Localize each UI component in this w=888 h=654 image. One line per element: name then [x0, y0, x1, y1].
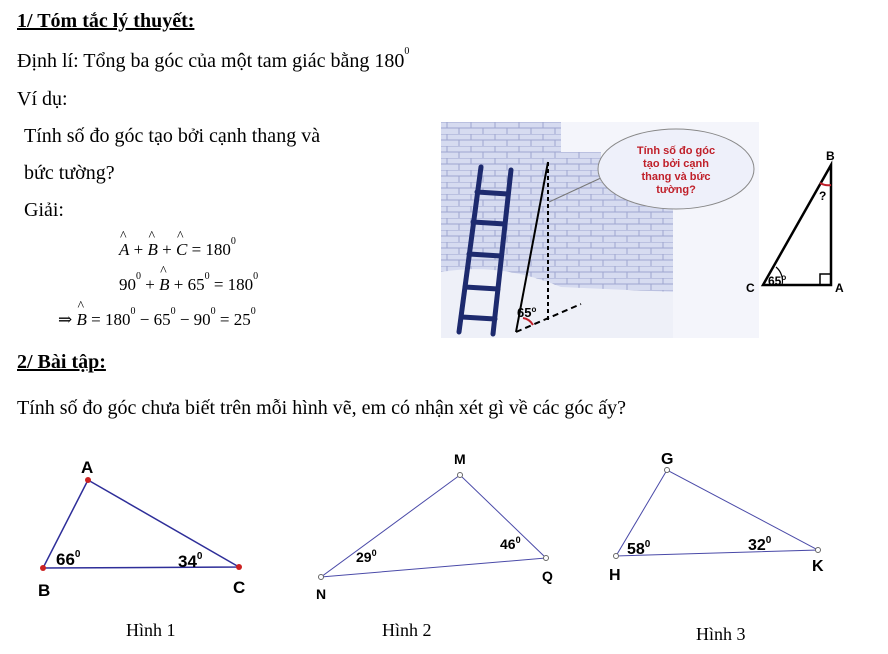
- vertex-dot: [458, 473, 463, 478]
- vertex-dot: [816, 548, 821, 553]
- equation-line-1: ^ A + ^ B + ^ $C = 180^0$: [119, 241, 236, 258]
- angle-label: $32^0$: [748, 535, 772, 554]
- vertex-dot: [85, 477, 91, 483]
- vertex-dot: [614, 554, 619, 559]
- angle-label: $66^0$: [56, 549, 81, 569]
- ladder-wall-illustration: [441, 122, 759, 338]
- vertex-label-A: A: [835, 281, 844, 295]
- vertex-label: A: [81, 458, 94, 477]
- angle-label: $34^0$: [178, 551, 203, 571]
- vertex-dot: [236, 564, 242, 570]
- right-triangle-figure: [738, 145, 858, 300]
- equation-line-2: $90^0$ + ^ $B + 65^0 = 180^0$: [119, 276, 258, 293]
- question-line-1: Tính số đo góc tạo bởi cạnh thang và: [24, 125, 321, 147]
- figure-3-caption: Hình 3: [696, 624, 746, 644]
- question-line-2: bức tường?: [24, 162, 115, 184]
- section2-heading: 2/ Bài tập:: [17, 351, 106, 373]
- angle-label: $29^0$: [356, 548, 377, 565]
- vertex-label: Q: [542, 568, 553, 584]
- vertex-label: K: [812, 558, 824, 575]
- bubble-line-4: tường?: [656, 184, 696, 196]
- figure-2: [316, 451, 553, 602]
- angle-label: $58^0$: [627, 539, 651, 558]
- ladder-angle-label: 65$^o$: [517, 305, 537, 320]
- vertex-label: C: [233, 578, 246, 597]
- angle-65-label: 65$^o$: [768, 273, 787, 288]
- vertex-label: H: [609, 567, 621, 584]
- angle-label: $46^0$: [500, 535, 521, 552]
- equation-line-3: ⇒ ^ $B = 180^0 - 65^0 - 90^0 = 25^0$: [58, 311, 256, 328]
- example-label: Ví dụ:: [17, 88, 68, 110]
- solution-label: Giải:: [24, 199, 64, 221]
- task-text: Tính số đo góc chưa biết trên mỗi hình vẽ, em có nhận xét gì về các góc ấy?: [17, 397, 626, 419]
- figure-1-caption: Hình 1: [126, 620, 176, 640]
- vertex-label: G: [661, 451, 674, 468]
- vertex-label-C: C: [746, 281, 755, 295]
- right-angle-mark: [820, 274, 831, 285]
- bubble-line-3: thang và bức: [641, 171, 711, 183]
- bubble-line-1: Tính số đo góc: [636, 145, 716, 157]
- vertex-dot: [665, 468, 670, 473]
- vertex-label: B: [38, 581, 51, 600]
- unknown-angle-label: ?: [819, 189, 827, 203]
- figure-2-caption: Hình 2: [382, 620, 432, 640]
- figure-1: [38, 458, 245, 600]
- triangle-MNQ: [321, 475, 546, 577]
- figure-3: [609, 451, 824, 584]
- bubble-line-2: tạo bởi cạnh: [643, 158, 709, 170]
- theorem-text: Định lí: Tổng ba góc của một tam giác bằng $180^0$: [17, 46, 410, 72]
- vertex-label-B: B: [826, 149, 835, 163]
- vertex-dot: [40, 565, 46, 571]
- section1-heading: 1/ Tóm tắc lý thuyết:: [17, 10, 195, 32]
- vertex-dot: [319, 575, 324, 580]
- vertex-dot: [544, 556, 549, 561]
- vertex-label: N: [316, 586, 327, 602]
- vertex-label: M: [454, 451, 466, 467]
